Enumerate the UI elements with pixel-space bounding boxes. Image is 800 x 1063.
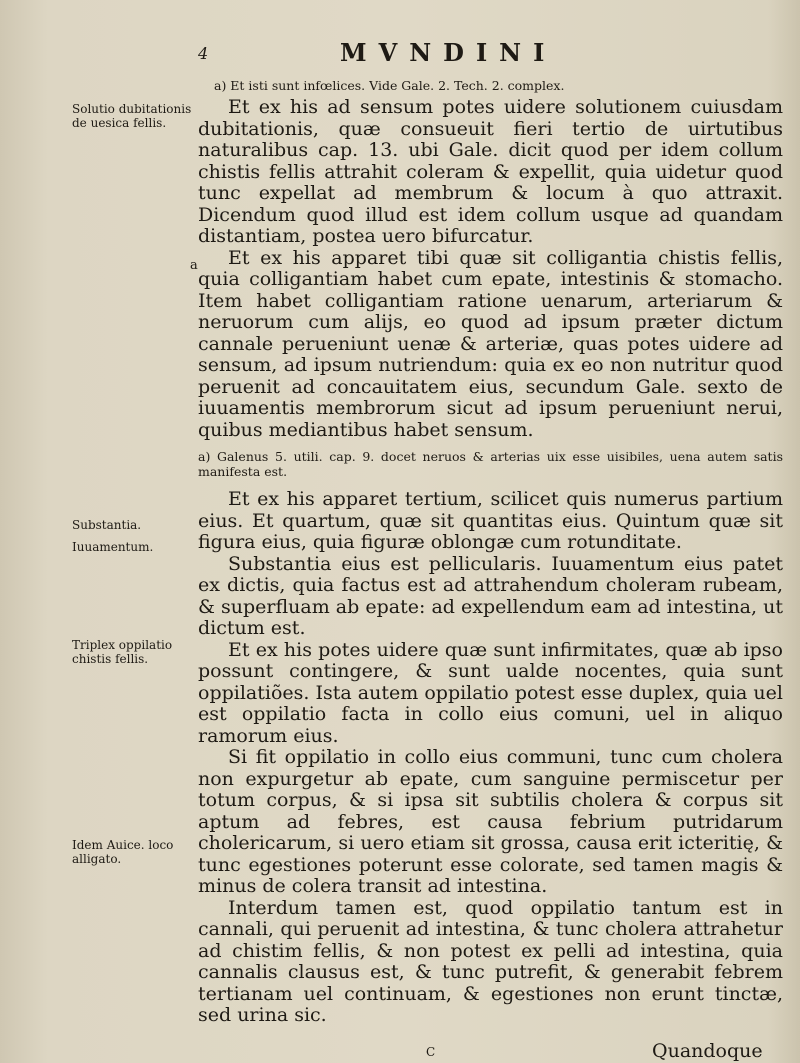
top-footnote: a) Et isti sunt infœlices. Vide Gale. 2. Tech. 2. complex. — [214, 78, 565, 93]
running-head: MVNDINI — [340, 38, 557, 67]
inline-footnote-galenus: a) Galenus 5. utili. cap. 9. docet neruos & arterias uix esse uisibiles, uena autem satis manifesta est. — [198, 449, 783, 479]
page-header — [0, 34, 800, 70]
paragraph-substantia: Substantia eius est pellicularis. Iuuamentum eius patet ex dictis, quia factus est ad attrahendum choleram rubeam, & superfluam ab epate: ad expellendum eam ad intestina, ut dictum est. — [198, 552, 783, 639]
signature-mark: C — [426, 1045, 436, 1059]
catchword: Quandoque — [652, 1040, 763, 1062]
margin-note-substantia: Substantia. — [72, 518, 142, 532]
margin-note-triplex: Triplex oppilatio chistis fellis. — [72, 638, 173, 666]
margin-note-solutio: Solutio dubitationis de uesica fellis. — [72, 102, 192, 130]
page-number: 4 — [198, 44, 209, 63]
paragraph-infirmitates: Et ex his potes uidere quæ sunt infirmitates, quæ ab ipso possunt contingere, & sunt ualde nocentes, quia sunt oppilatiões. Ista autem oppilatio potest esse duplex, quia uel est oppilatio facta in collo eius comuni, uel in aliquo ramorum eius. — [198, 638, 783, 747]
main-text — [198, 97, 783, 1027]
margin-note-idem-auice: Idem Auice. loco alligato. — [72, 838, 174, 866]
paragraph-tertium: Et ex his apparet tertium, scilicet quis numerus partium eius. Et quartum, quæ sit quantitas eius. Quintum quæ sit figura eius, quia figuræ oblongæ cum rotunditate. — [198, 488, 783, 553]
paragraph-collo-communi: Si fit oppilatio in collo eius communi, tunc cum cholera non expurgetur ab epate, cum sanguine permiscetur per totum corpus, & si ipsa sit subtilis cholera & corpus sit aptum ad febres, est causa febrium putridarum cholericarum, si uero etiam sit grossa, causa erit icteritię, & tunc egestiones poterunt esse colorate, sed tamen magis & minus de colera transit ad intestina. — [198, 746, 783, 897]
margin-letter-a: a — [190, 258, 198, 273]
paragraph-colligantia: Et ex his apparet tibi quæ sit colligantia chistis fellis, quia colligantiam habet cum epate, intestinis & stomacho. Item habet colligantiam ratione uenarum, arteriarum & neruorum cum alijs, eo quod ad ipsum præter dictum cannale perueniunt uenæ & arteriæ, quas potes uidere ad sensum, ad ipsum nutriendum: quia ex eo non nutritur quod peruenit ad concauitatem eius, secundum Gale. sexto de iuuamentis membrorum sicut ad ipsum perueniunt nerui, quibus mediantibus habet sensum. — [198, 246, 783, 441]
paragraph-cannali: Interdum tamen est, quod oppilatio tantum est in cannali, qui peruenit ad intestina, & tunc cholera attrahetur ad chistim fellis, & non potest ex pelli ad intestina, quia cannalis clausus est, & tunc putrefit, & generabit febrem tertianam uel continuam, & egestiones non erunt tinctæ, sed urina sic. — [198, 896, 783, 1026]
margin-note-iuuamentum: Iuuamentum. — [72, 540, 154, 554]
paragraph-solutio: Et ex his ad sensum potes uidere solutionem cuiusdam dubitationis, quæ consueuit fieri tertio de uirtutibus naturalibus cap. 13. ubi Gale. dicit quod per idem collum chistis fellis attrahit coleram & expellit, quia uidetur quod tunc expellat ad membrum & locum à quo attraxit. Dicendum quod illud est idem collum usque ad quandam distantiam, postea uero bifurcatur. — [198, 96, 783, 247]
